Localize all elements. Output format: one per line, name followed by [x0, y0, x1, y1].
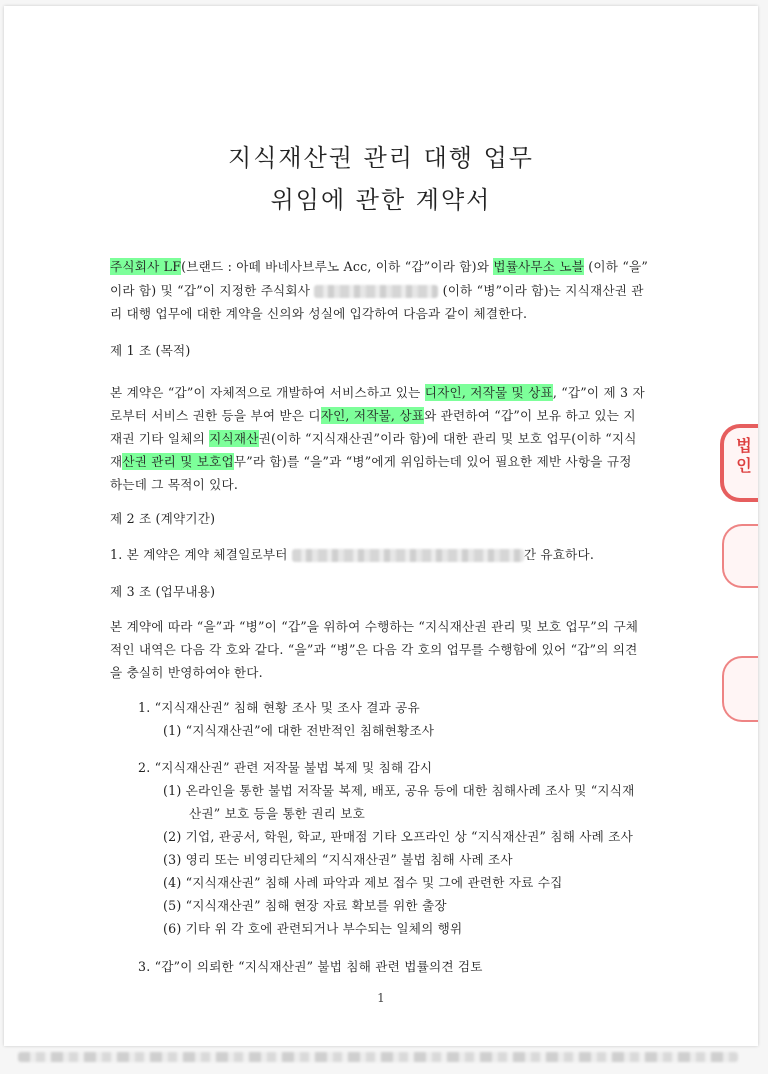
article3-item-2-1: (1) 온라인을 통한 불법 저작물 복제, 배포, 공유 등에 대한 침해사례 조사 및 “지식재	[163, 783, 635, 798]
article3-item-1-1: (1) “지식재산권”에 대한 전반적인 침해현황조사	[163, 723, 435, 738]
highlight-ip: 지식재산	[209, 431, 259, 446]
article1-text: 와 관련하여 “갑”이 보유 하고 있는 지	[424, 408, 636, 423]
article1-heading: 제 1 조 (목적)	[110, 343, 191, 358]
redacted-company-name	[314, 285, 438, 298]
article3-item-2-1-cont: 산권” 보호 등을 통한 권리 보호	[189, 806, 366, 821]
article3-heading: 제 3 조 (업무내용)	[110, 584, 216, 599]
highlight-law-firm: 법률사무소 노블	[493, 259, 585, 274]
redacted-period	[292, 549, 524, 562]
seal-stamp-icon	[722, 656, 758, 722]
highlight-design: 디자인, 저작물 및 상표	[424, 385, 553, 400]
article3-item-2-5: (5) “지식재산권” 침해 현장 자료 확보를 위한 출장	[163, 898, 447, 913]
article1-text: 재	[110, 454, 123, 469]
preamble-line-2	[110, 280, 644, 299]
article2-heading: 제 2 조 (계약기간)	[110, 511, 216, 526]
preamble-text: (브랜드 : 아떼 바네사브루노 Acc, 이하 “갑”이라 함)와	[181, 259, 494, 274]
article3-para-line-3: 을 충실히 반영하여야 한다.	[110, 665, 263, 680]
article1-line-5: 하는데 그 목적이 있다.	[110, 477, 239, 492]
article1-text: 권(이하 “지식재산권”이라 함)에 대한 관리 및 보호 업무(이하 “지식	[258, 431, 637, 446]
article1-line-3	[110, 428, 637, 447]
preamble-line-1	[110, 256, 648, 275]
article3-item-1: 1. “지식재산권” 침해 현황 조사 및 조사 결과 공유	[138, 700, 420, 715]
article1-text: 무”라 함)를 “을”과 “병”에게 위임하는데 있어 필요한 제반 사항을 규정	[233, 454, 632, 469]
article2-line-1	[110, 544, 594, 563]
document-title-line2: 위임에 관한 계약서	[270, 186, 492, 214]
highlight-company: 주식회사 LF	[110, 259, 182, 274]
seal-stamp-text: 법인	[736, 436, 752, 475]
article3-item-2-4: (4) “지식재산권” 침해 사례 파악과 제보 접수 및 그에 관련한 자료 수집	[163, 875, 563, 890]
document-page	[4, 6, 758, 1046]
article3-para-line-1: 본 계약에 따라 “을”과 “병”이 “갑”을 위하여 수행하는 “지식재산권 관리 및 보호 업무”의 구체	[110, 619, 639, 634]
article1-text: 로부터 서비스 권한 등을 부여 받은 디	[110, 408, 321, 423]
article1-text: 본 계약은 “갑”이 자체적으로 개발하여 서비스하고 있는	[110, 385, 425, 400]
article1-line-1	[110, 382, 645, 401]
article3-item-2: 2. “지식재산권” 관련 저작물 불법 복제 및 침해 감시	[138, 760, 433, 775]
highlight-design-2: 자인, 저작물, 상표	[320, 408, 425, 423]
preamble-text: 이라 함) 및 “갑”이 지정한 주식회사	[110, 283, 315, 298]
article1-line-4	[110, 451, 632, 470]
redacted-footer	[18, 1052, 738, 1062]
article3-item-3: 3. “갑”이 의뢰한 “지식재산권” 불법 침해 관련 법률의견 검토	[138, 959, 483, 974]
article1-line-2	[110, 405, 636, 424]
article3-item-2-6: (6) 기타 위 각 호에 관련되거나 부수되는 일체의 행위	[163, 921, 463, 936]
preamble-text: (이하 “병”이라 함)는 지식재산권 관	[438, 283, 644, 298]
document-title-line1: 지식재산권 관리 대행 업무	[228, 144, 534, 172]
article2-text: 간 유효하다.	[523, 547, 595, 562]
article1-text: 재권 기타 일체의	[110, 431, 210, 446]
seal-stamp-icon	[722, 524, 758, 588]
page-number: 1	[377, 991, 385, 1005]
article3-item-2-2: (2) 기업, 관공서, 학원, 학교, 판매점 기타 오프라인 상 “지식재산권” 침해 사례 조사	[163, 829, 633, 844]
preamble-text: (이하 “을”	[584, 259, 648, 274]
article3-item-2-3: (3) 영리 또는 비영리단체의 “지식재산권” 불법 침해 사례 조사	[163, 852, 513, 867]
article1-text: , “갑”이 제 3 자	[552, 385, 645, 400]
highlight-ip-management: 산권 관리 및 보호업	[122, 454, 234, 469]
article3-para-line-2: 적인 내역은 다음 각 호와 같다. “을”과 “병”은 다음 각 호의 업무를 수행함에 있어 “갑”의 의견	[110, 642, 638, 657]
article2-text: 1. 본 계약은 계약 체결일로부터	[110, 547, 292, 562]
preamble-line-3: 리 대행 업무에 대한 계약을 신의와 성실에 입각하여 다음과 같이 체결한다.	[110, 306, 528, 321]
